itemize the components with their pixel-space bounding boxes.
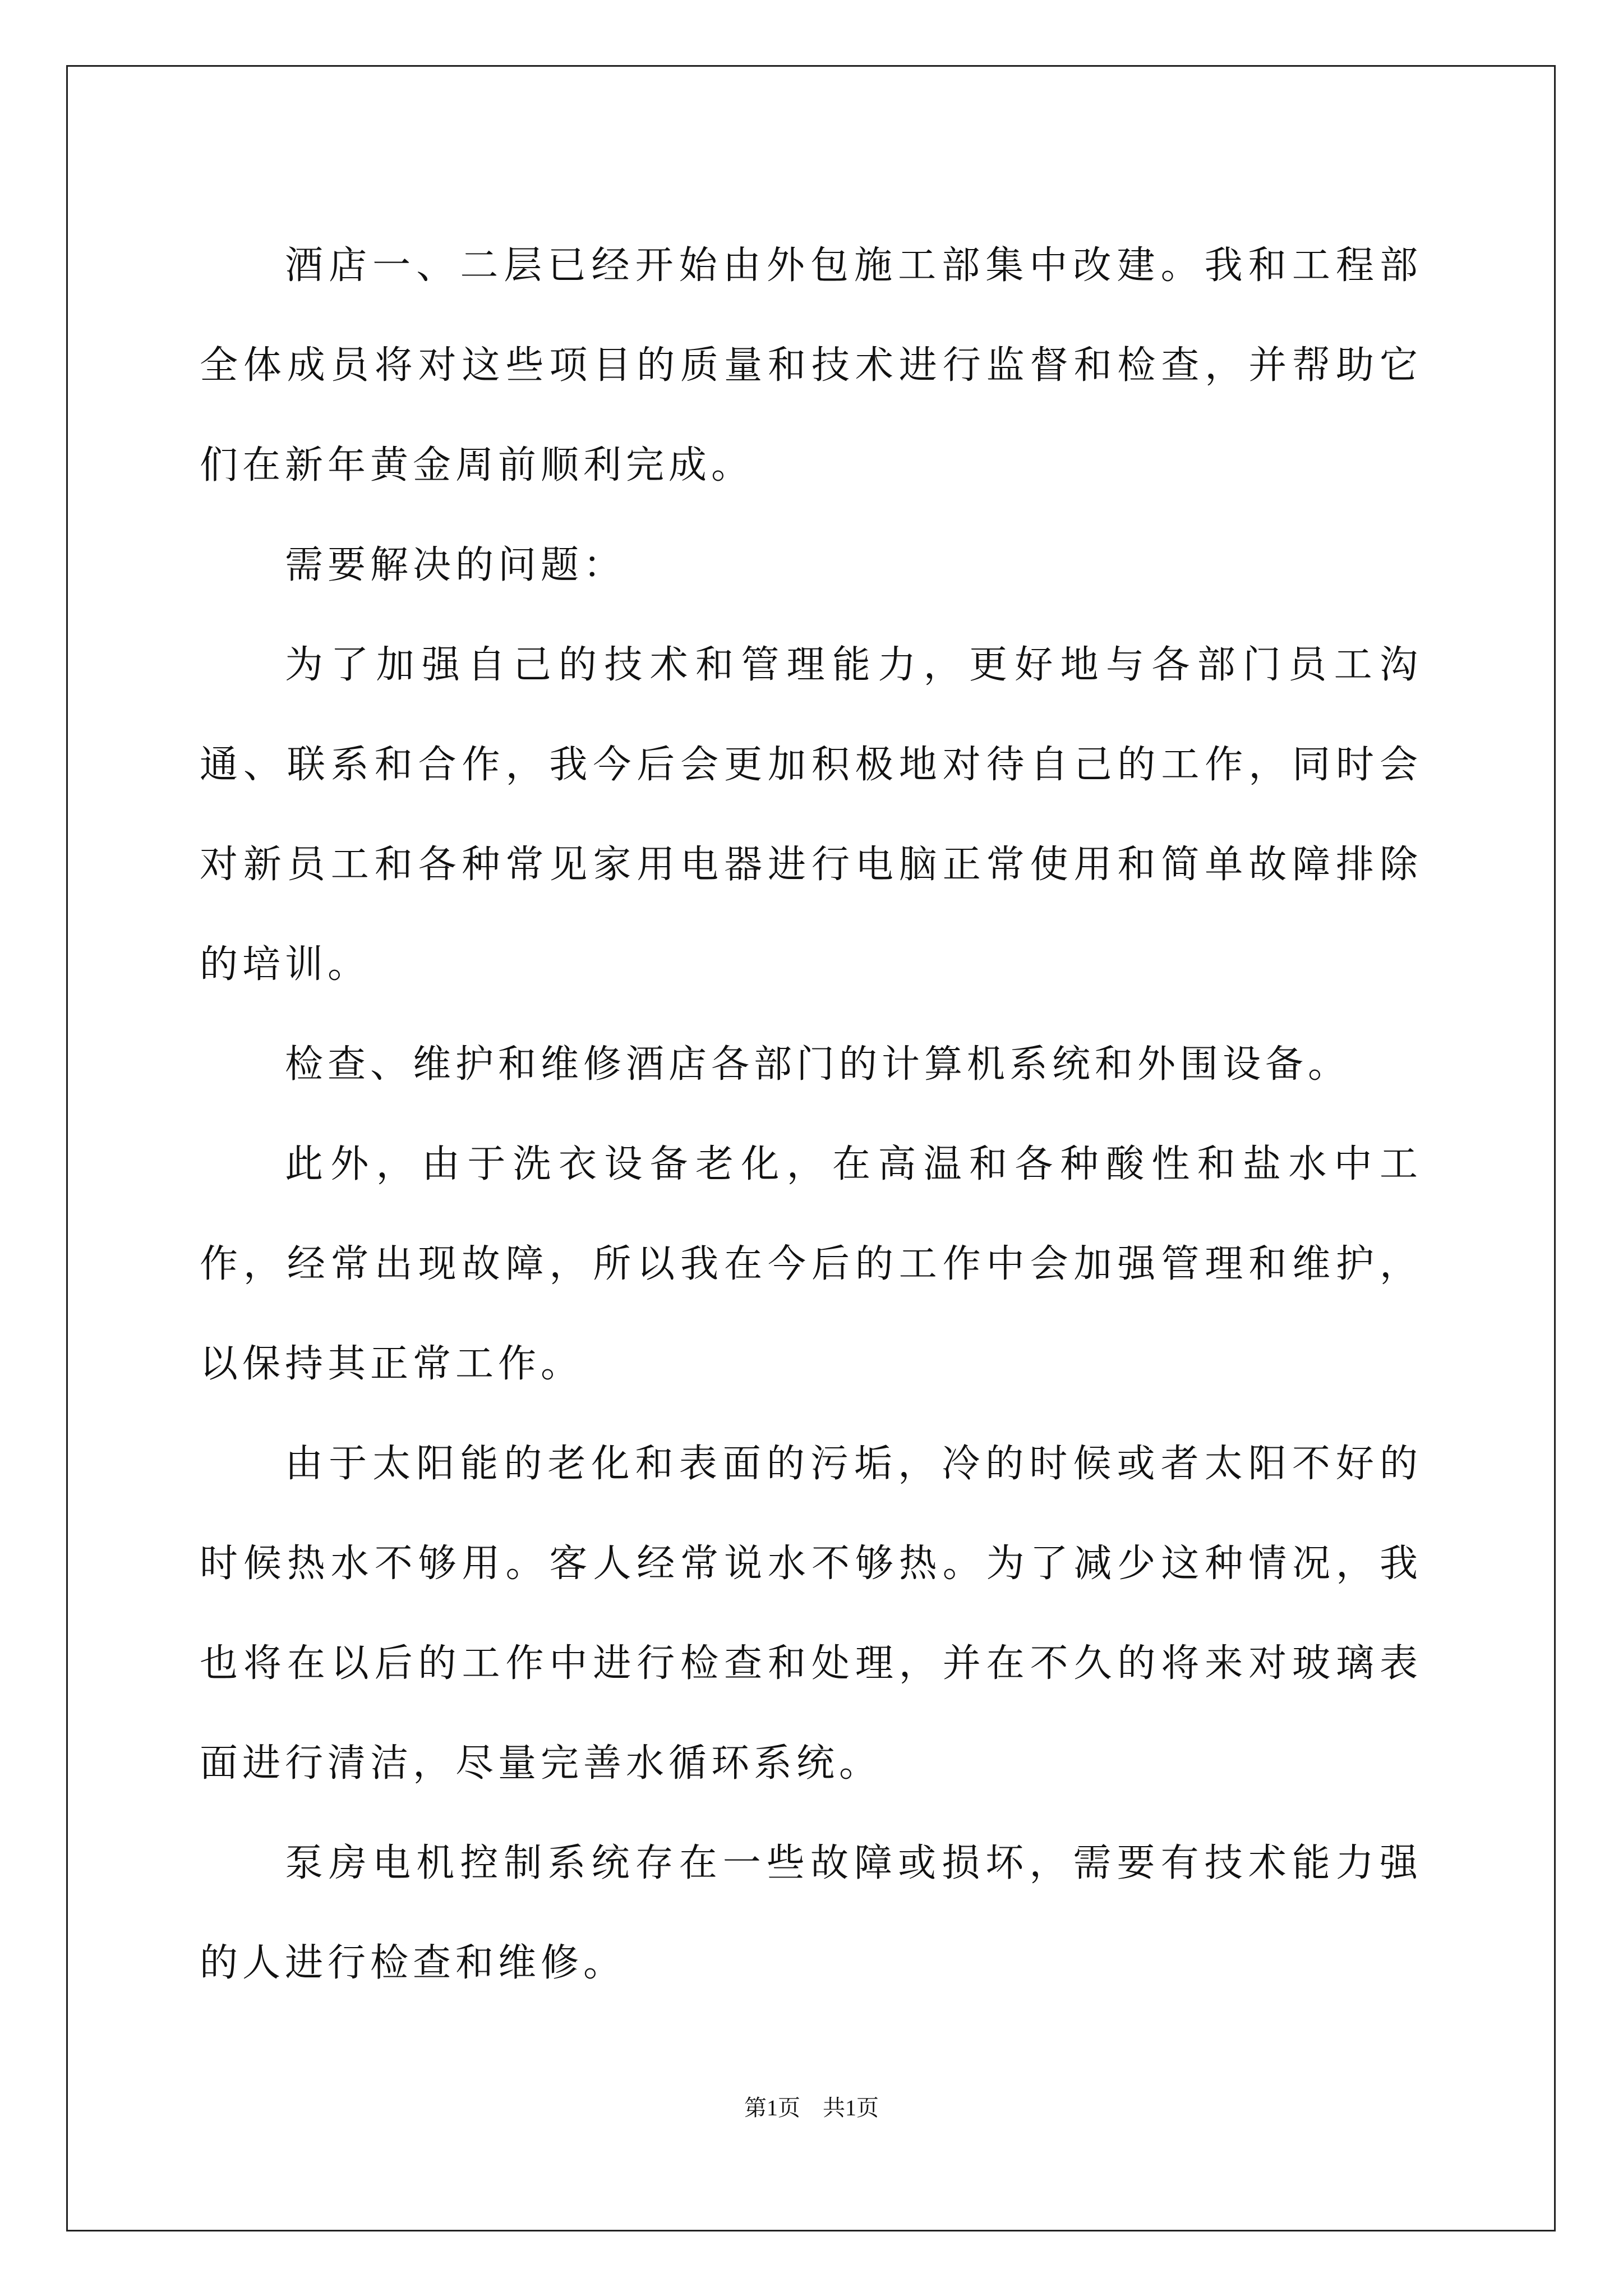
paragraph: 为了加强自己的技术和管理能力，更好地与各部门员工沟通、联系和合作，我今后会更加积极地对待自己的工作，同时会对新员工和各种常见家用电器进行电脑正常使用和简单故障排除的培训。 xyxy=(200,643,1422,987)
paragraph: 由于太阳能的老化和表面的污垢，冷的时候或者太阳不好的时候热水不够用。客人经常说水不够热。为了减少这种情况，我也将在以后的工作中进行检查和处理，并在不久的将来对玻璃表面进行清洁，尽量完善水循环系统。 xyxy=(200,1442,1422,1786)
paragraph: 此外，由于洗衣设备老化，在高温和各种酸性和盐水中工作，经常出现故障，所以我在今后的工作中会加强管理和维护，以保持其正常工作。 xyxy=(200,1142,1422,1386)
document-body xyxy=(200,216,1422,2013)
paragraph: 需要解决的问题： xyxy=(285,543,626,587)
page-footer: 第1页 共1页 xyxy=(744,2095,879,2120)
paragraph: 检查、维护和维修酒店各部门的计算机系统和外围设备。 xyxy=(285,1042,1351,1087)
paragraph: 酒店一、二层已经开始由外包施工部集中改建。我和工程部全体成员将对这些项目的质量和技术进行监督和检查，并帮助它们在新年黄金周前顺利完成。 xyxy=(200,243,1422,487)
paragraph: 泵房电机控制系统存在一些故障或损坏，需要有技术能力强的人进行检查和维修。 xyxy=(200,1841,1422,1985)
